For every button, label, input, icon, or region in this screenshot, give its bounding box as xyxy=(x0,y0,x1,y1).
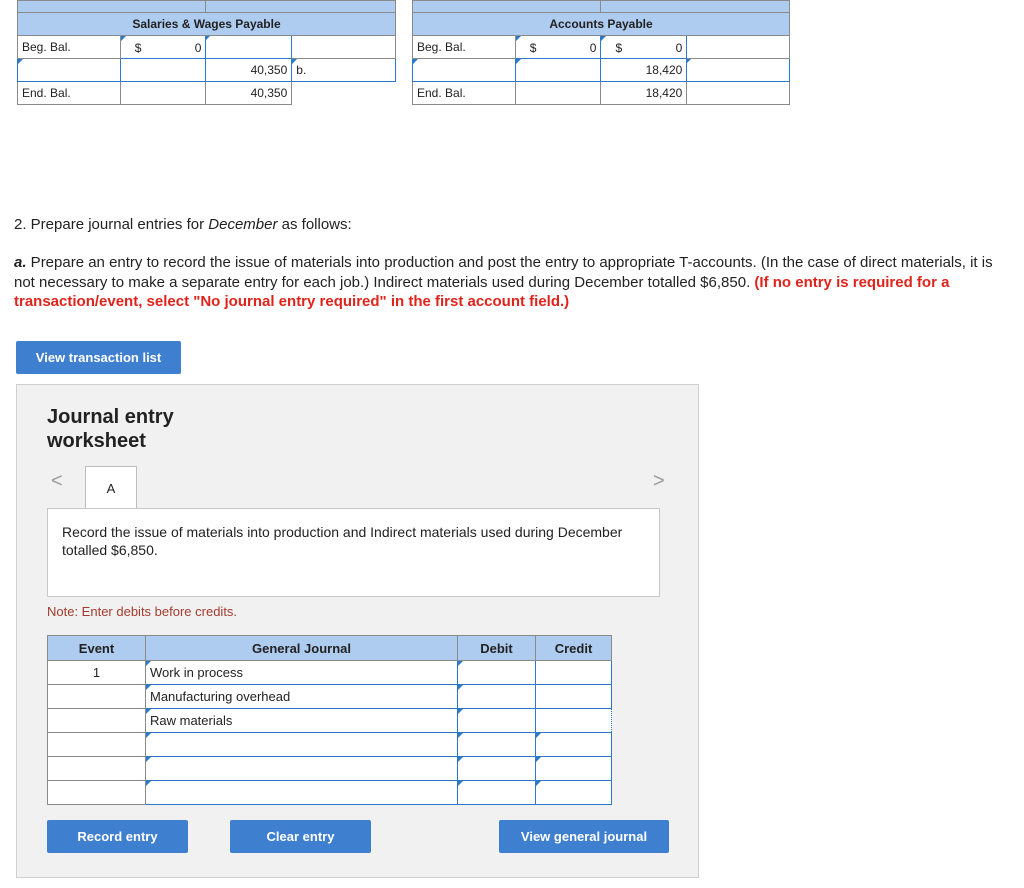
clear-entry-button[interactable]: Clear entry xyxy=(230,820,371,853)
journal-row xyxy=(48,661,612,685)
account-field[interactable]: Work in process xyxy=(146,661,458,685)
journal-row xyxy=(48,685,612,709)
tab-entry-a[interactable]: A xyxy=(85,466,137,509)
journal-row xyxy=(48,781,612,805)
salaries-beg-debit-cell[interactable] xyxy=(120,36,206,59)
payable-beg-credit-value: 0 xyxy=(675,41,683,55)
account-field[interactable] xyxy=(146,757,458,781)
credit-field[interactable] xyxy=(536,781,612,805)
event-cell xyxy=(48,685,146,709)
payable-end-debit-cell xyxy=(515,82,601,105)
salaries-row2-note: b. xyxy=(296,63,307,77)
payable-beg-credit-cell[interactable] xyxy=(601,36,687,59)
salaries-beg-credit-note xyxy=(292,36,396,59)
salaries-end-credit-value: 40,350 xyxy=(206,82,292,105)
event-cell xyxy=(48,733,146,757)
salaries-row2-note-cell[interactable] xyxy=(292,59,396,82)
event-cell: 1 xyxy=(48,661,146,685)
previous-arrow-icon[interactable]: < xyxy=(51,470,63,492)
column-header-credit: Credit xyxy=(536,636,612,661)
payable-end-extra-cell xyxy=(687,82,790,105)
journal-row xyxy=(48,709,612,733)
credit-field[interactable] xyxy=(536,733,612,757)
payable-end-credit-value: 18,420 xyxy=(601,82,687,105)
question-part-2-month: December xyxy=(208,216,278,233)
debit-field[interactable] xyxy=(458,733,536,757)
debit-field[interactable] xyxy=(458,757,536,781)
debits-credits-note: Note: Enter debits before credits. xyxy=(47,604,238,619)
journal-entry-worksheet xyxy=(16,384,699,878)
worksheet-title: Journal entry worksheet xyxy=(47,406,174,452)
journal-row xyxy=(48,757,612,781)
payable-row2-debit-cell[interactable] xyxy=(515,59,601,82)
payable-beg-debit-currency: $ xyxy=(529,41,537,55)
payable-account-title: Accounts Payable xyxy=(413,13,790,36)
salaries-end-debit-cell xyxy=(120,82,206,105)
salaries-row2-label-cell[interactable] xyxy=(18,59,121,82)
question-part-a-label: a. xyxy=(14,254,27,271)
payable-beg-extra-cell xyxy=(687,36,790,59)
account-field[interactable] xyxy=(146,781,458,805)
payable-end-bal-label: End. Bal. xyxy=(413,82,516,105)
debit-field[interactable] xyxy=(458,781,536,805)
salaries-row2-credit-value: 40,350 xyxy=(250,63,288,77)
credit-field[interactable] xyxy=(536,757,612,781)
payable-row2-credit-value: 18,420 xyxy=(645,63,683,77)
view-transaction-list-button[interactable]: View transaction list xyxy=(16,341,181,374)
account-field[interactable] xyxy=(146,733,458,757)
event-cell xyxy=(48,781,146,805)
salaries-beg-debit-currency: $ xyxy=(134,41,142,55)
accounts-payable-t-account xyxy=(412,0,790,105)
salaries-beg-credit-cell[interactable] xyxy=(206,36,292,59)
debit-field[interactable] xyxy=(458,661,536,685)
salaries-end-note-cell xyxy=(292,82,396,105)
question-part-2-prefix: 2. Prepare journal entries for xyxy=(14,216,209,233)
credit-field[interactable] xyxy=(536,661,612,685)
column-header-debit: Debit xyxy=(458,636,536,661)
salaries-row2-debit-cell[interactable] xyxy=(120,59,206,82)
salaries-account-title: Salaries & Wages Payable xyxy=(18,13,396,36)
salaries-beg-bal-label: Beg. Bal. xyxy=(18,36,121,59)
salaries-wages-payable-t-account xyxy=(17,0,396,105)
credit-field[interactable] xyxy=(536,685,612,709)
payable-row2-credit-cell[interactable] xyxy=(601,59,687,82)
account-field[interactable]: Raw materials xyxy=(146,709,458,733)
account-field[interactable]: Manufacturing overhead xyxy=(146,685,458,709)
next-arrow-icon[interactable]: > xyxy=(653,470,665,492)
question-part-a-text: Prepare an entry to record the issue of materials into production and post the entry to appropriate T-accounts. (In the case of direct materials, it is not necessary to make a separate entry for each job.) Indirect materials used during December totalled $6,850. xyxy=(14,254,993,291)
record-entry-button[interactable]: Record entry xyxy=(47,820,188,853)
general-journal-table xyxy=(47,635,612,805)
column-header-event: Event xyxy=(48,636,146,661)
question-part-2-suffix: as follows: xyxy=(277,216,352,233)
payable-beg-debit-value: 0 xyxy=(589,41,597,55)
journal-row xyxy=(48,733,612,757)
payable-beg-credit-currency: $ xyxy=(615,41,623,55)
entry-description: Record the issue of materials into production and Indirect materials used during December totalled $6,850. xyxy=(47,508,660,597)
salaries-beg-debit-value: 0 xyxy=(194,41,202,55)
salaries-end-bal-label: End. Bal. xyxy=(18,82,121,105)
payable-row2-label-cell[interactable] xyxy=(413,59,516,82)
payable-row2-extra-cell[interactable] xyxy=(687,59,790,82)
credit-field[interactable] xyxy=(536,709,612,733)
debit-field[interactable] xyxy=(458,685,536,709)
salaries-row2-credit-cell[interactable] xyxy=(206,59,292,82)
debit-field[interactable] xyxy=(458,709,536,733)
event-cell xyxy=(48,709,146,733)
payable-beg-bal-label: Beg. Bal. xyxy=(413,36,516,59)
view-general-journal-button[interactable]: View general journal xyxy=(499,820,669,853)
question-part-a xyxy=(14,253,1004,312)
column-header-general-journal: General Journal xyxy=(146,636,458,661)
question-part-a-warning: (If no entry is required for a transaction/event, select "No journal entry required" in the first account field.) xyxy=(14,273,950,310)
question-part-2 xyxy=(14,216,352,233)
event-cell xyxy=(48,757,146,781)
payable-beg-debit-cell[interactable] xyxy=(515,36,601,59)
